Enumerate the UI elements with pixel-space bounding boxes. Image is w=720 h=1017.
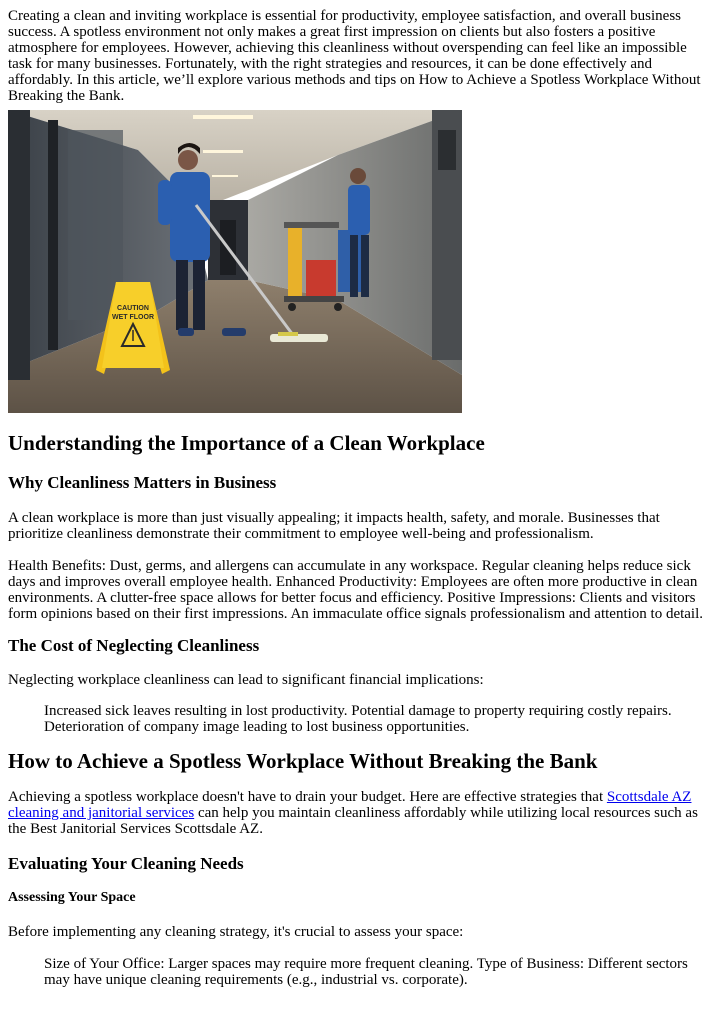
hero-image-illustration <box>8 110 462 413</box>
section2-sub1-subheading: Assessing Your Space <box>8 890 136 905</box>
section1-sub1-heading: Why Cleanliness Matters in Business <box>8 473 277 492</box>
section2-para-after-link: can help you maintain cleanliness affordably while utilizing local resources such as the Best Janitorial Services Scottsdale AZ. <box>8 805 698 837</box>
janitorial-services-link[interactable]: Scottsdale AZ cleaning and janitorial services <box>8 789 692 821</box>
intro-paragraph: Creating a clean and inviting workplace is essential for productivity, employee satisfaction, and overall business success. A spotless environment not only makes a great first impression on clients but also fosters a positive atmosphere for employees. However, achieving this cleanliness without overspending can feel like an impossible task for many businesses. Fortunately, with the right strategies and resources, it can be done effectively and affordably. In this article, we’ll explore various methods and tips on How to Achieve a Spotless Workplace Without Breaking the Bank. <box>8 8 701 104</box>
section2-sub1-heading: Evaluating Your Cleaning Needs <box>8 854 244 873</box>
section2-heading: How to Achieve a Spotless Workplace Without Breaking the Bank <box>8 749 598 773</box>
hero-image <box>8 110 462 413</box>
section2-sub1-list: Size of Your Office: Larger spaces may require more frequent cleaning. Type of Business: Different sectors may have unique cleaning requirements (e.g., industrial vs. corporate). <box>44 956 688 988</box>
section1-sub2-heading: The Cost of Neglecting Cleanliness <box>8 636 260 655</box>
section2-para <box>8 789 712 837</box>
section1-sub1-para2: Health Benefits: Dust, germs, and allergens can accumulate in any workspace. Regular cleaning helps reduce sick days and improves overall employee health. Enhanced Productivity: Employees are often more productive in clean environments. A clutter-free space allows for better focus and efficiency. Positive Impressions: Clients and visitors form opinions based on their first impressions. An immaculate office signals professionalism and attention to detail. <box>8 558 704 622</box>
section1-sub1-para1: A clean workplace is more than just visually appealing; it impacts health, safety, and morale. Businesses that prioritize cleanliness demonstrate their commitment to employee well-being and professionalism. <box>8 510 660 542</box>
section1-sub2-list: Increased sick leaves resulting in lost productivity. Potential damage to property requiring costly repairs. Deterioration of company image leading to lost business opportunities. <box>44 703 672 735</box>
section1-sub2-para1: Neglecting workplace cleanliness can lead to significant financial implications: <box>8 672 484 688</box>
sign-line2: WET FLOOR <box>112 314 154 321</box>
section1-heading: Understanding the Importance of a Clean Workplace <box>8 431 485 455</box>
sign-line1: CAUTION <box>117 305 149 312</box>
section2-sub1-para1: Before implementing any cleaning strategy, it's crucial to assess your space: <box>8 924 464 940</box>
section2-para-before-link: Achieving a spotless workplace doesn't have to drain your budget. Here are effective strategies that <box>8 789 607 805</box>
